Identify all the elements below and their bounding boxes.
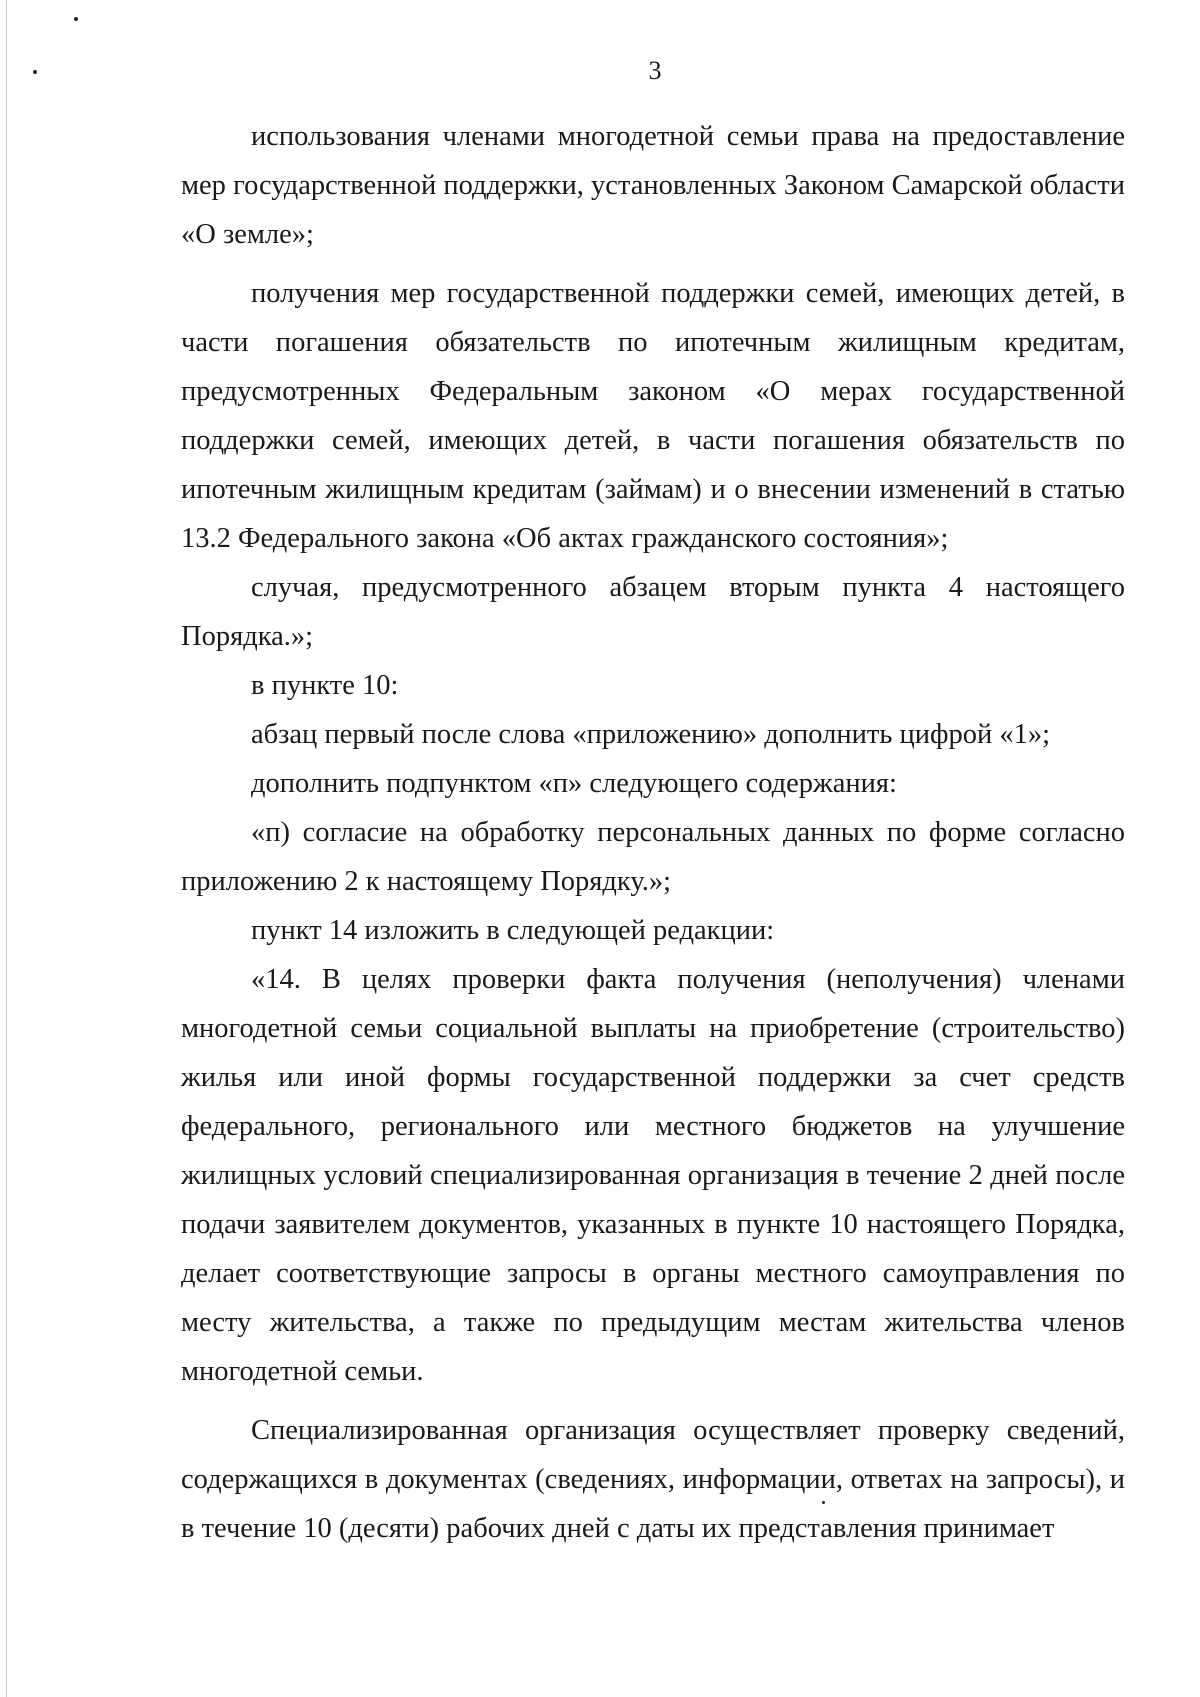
paragraph: случая, предусмотренного абзацем вторым пункта 4 настоящего Порядка.»; — [181, 572, 1125, 652]
paragraph: в пункте 10: — [251, 670, 399, 701]
paragraph: дополнить подпунктом «п» следующего содержания: — [251, 768, 897, 799]
page-edge-line — [6, 0, 7, 1697]
paragraph: «п) согласие на обработку персональных данных по форме согласно приложению 2 к настоящему Порядку.»; — [181, 817, 1125, 897]
paragraph: получения мер государственной поддержки семей, имеющих детей, в части погашения обязательств по ипотечным жилищным кредитам, предусмотренных Федеральным законом «О мерах государственной поддержки семей, имеющих детей, в части погашения обязательств по ипотечным жилищным кредитам (займам) и о внесении изменений в статью 13.2 Федерального закона «Об актах гражданского состояния»; — [181, 278, 1125, 554]
paragraph: «14. В целях проверки факта получения (неполучения) членами многодетной семьи социальной выплаты на приобретение (строительство) жилья или иной формы государственной поддержки за счет средств федерального, регионального или местного бюджетов на улучшение жилищных условий специализированная организация в течение 2 дней после подачи заявителем документов, указанных в пункте 10 настоящего Порядка, делает соответствующие запросы в органы местного самоуправления по месту жительства, а также по предыдущим местам жительства членов многодетной семьи. — [181, 964, 1125, 1387]
document-body — [181, 112, 1125, 1553]
page-number: 3 — [648, 56, 662, 85]
paragraph: Специализированная организация осуществляет проверку сведений, содержащихся в документах (сведениях, информации, ответах на запросы), и в течение 10 (десяти) рабочих дней с даты их представления принимает — [181, 1415, 1125, 1544]
scan-speck — [74, 17, 78, 21]
paragraph: использования членами многодетной семьи права на предоставление мер государственной поддержки, установленных Законом Самарской области «О земле»; — [181, 121, 1125, 250]
paragraph: абзац первый после слова «приложению» дополнить цифрой «1»; — [251, 719, 1051, 750]
paragraph: пункт 14 изложить в следующей редакции: — [251, 915, 775, 946]
